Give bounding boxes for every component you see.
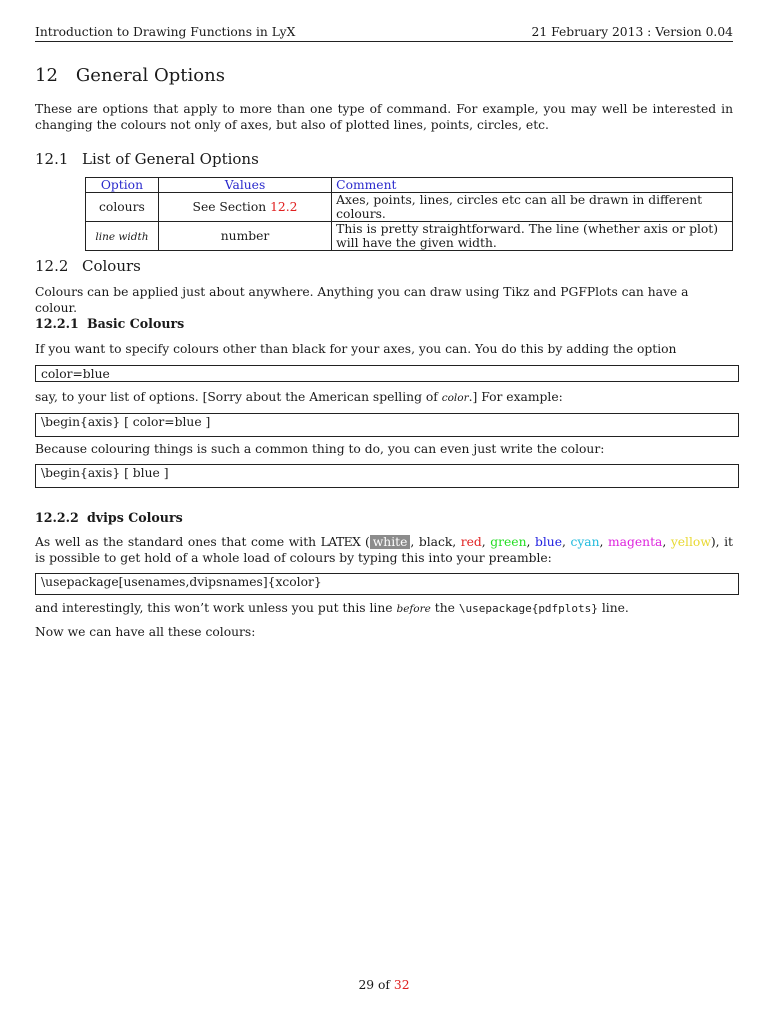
- colours-intro-paragraph: Colours can be applied just about anywhere. Anything you can draw using Tikz and PGFPlots can have a colour.: [35, 285, 689, 315]
- code-box-axis-color: \begin{axis} [ color=blue ]: [35, 413, 739, 437]
- subsubsection-heading-dvips: [35, 510, 183, 526]
- color-green: green: [490, 535, 527, 549]
- table-row: [86, 193, 733, 222]
- text-run: As well as the standard ones that come with: [35, 535, 321, 549]
- page-number: 29: [358, 978, 375, 992]
- inline-code: \usepackage{pdfplots}: [458, 602, 598, 615]
- basic-paragraph-2: [35, 389, 563, 406]
- text-run: (: [360, 535, 370, 549]
- text-run: say, to your list of options. [Sorry about the American spelling of: [35, 390, 442, 404]
- intro-paragraph: These are options that apply to more than one type of command. For example, you may well be interested in changing the colours not only of axes, but also of plotted lines, points, circles, etc.: [35, 102, 733, 132]
- color-red: red: [460, 535, 482, 549]
- table-header-comment: Comment: [332, 178, 733, 193]
- table-cell-comment: This is pretty straightforward. The line (whether axis or plot) will have the given width.: [332, 222, 733, 251]
- color-cyan: cyan: [570, 535, 600, 549]
- basic-paragraph-1: If you want to specify colours other than black for your axes, you can. You do this by adding the option: [35, 342, 677, 356]
- options-table: [85, 177, 733, 251]
- code-box-usepackage: \usepackage[usenames,dvipsnames]{xcolor}: [35, 573, 739, 595]
- text-run: the: [430, 601, 459, 615]
- text-run: and interestingly, this won’t work unless you put this line: [35, 601, 397, 615]
- color-blue: blue: [534, 535, 562, 549]
- total-pages-link[interactable]: 32: [393, 978, 410, 992]
- text-run: .] For example:: [468, 390, 563, 404]
- subsection-heading-list: [35, 151, 259, 167]
- table-cell-values: number: [158, 222, 331, 251]
- basic-paragraph-3: Because colouring things is such a common thing to do, you can even just write the colour:: [35, 442, 605, 456]
- emphasis: before: [396, 603, 431, 615]
- section-heading: [35, 65, 225, 86]
- emphasis: color: [441, 392, 469, 404]
- subsection-title: List of General Options: [82, 150, 259, 168]
- table-cell-comment: Axes, points, lines, circles etc can all be drawn in different colours.: [332, 193, 733, 222]
- color-yellow: yellow: [670, 535, 711, 549]
- text-run: line.: [597, 601, 629, 615]
- subsubsection-number: 12.2.1: [35, 316, 79, 331]
- color-white: white: [370, 535, 411, 549]
- header-title: Introduction to Drawing Functions in LyX: [35, 25, 296, 39]
- latex-logo: LATEX: [320, 535, 361, 549]
- running-header: [35, 24, 733, 42]
- table-header-row: [86, 178, 733, 193]
- table-cell-option: colours: [86, 193, 159, 222]
- subsection-heading-colours: [35, 258, 141, 274]
- subsection-number: 12.1: [35, 150, 69, 168]
- section-number: 12: [35, 65, 58, 86]
- subsubsection-heading-basic: [35, 316, 184, 332]
- table-row: [86, 222, 733, 251]
- table-header-values: Values: [158, 178, 331, 193]
- dvips-paragraph-3: Now we can have all these colours:: [35, 625, 256, 639]
- header-date-version: 21 February 2013 : Version 0.04: [531, 25, 733, 39]
- subsubsection-title: Basic Colours: [87, 316, 185, 331]
- dvips-paragraph-2: [35, 600, 629, 617]
- text-run: , black,: [410, 535, 461, 549]
- table-cell-option: [86, 222, 159, 251]
- page-of: of: [374, 978, 394, 992]
- section-title: General Options: [75, 65, 225, 86]
- color-magenta: magenta: [608, 535, 663, 549]
- code-box-color-blue: color=blue: [35, 365, 739, 382]
- section-ref-link[interactable]: 12.2: [270, 200, 298, 214]
- page-footer: [35, 977, 733, 993]
- subsubsection-number: 12.2.2: [35, 510, 79, 525]
- dvips-paragraph-1: As well as the standard ones that come with LATEX ( white , black, red, green, blue, cyan, magenta, yellow), it is possible to get hold of a whole load of colours by typing this into your preamble:: [35, 535, 733, 565]
- values-prefix: See Section: [192, 200, 271, 214]
- code-box-axis-blue: \begin{axis} [ blue ]: [35, 464, 739, 488]
- subsection-number: 12.2: [35, 257, 69, 275]
- subsection-title: Colours: [82, 257, 141, 275]
- table-cell-values: [158, 193, 331, 222]
- table-header-option: Option: [86, 178, 159, 193]
- subsubsection-title: dvips Colours: [87, 510, 183, 525]
- option-name: line width: [95, 230, 149, 243]
- text-run: ), it is possible to get hold of a whole load of colours by typing this into your preamble:: [35, 535, 733, 565]
